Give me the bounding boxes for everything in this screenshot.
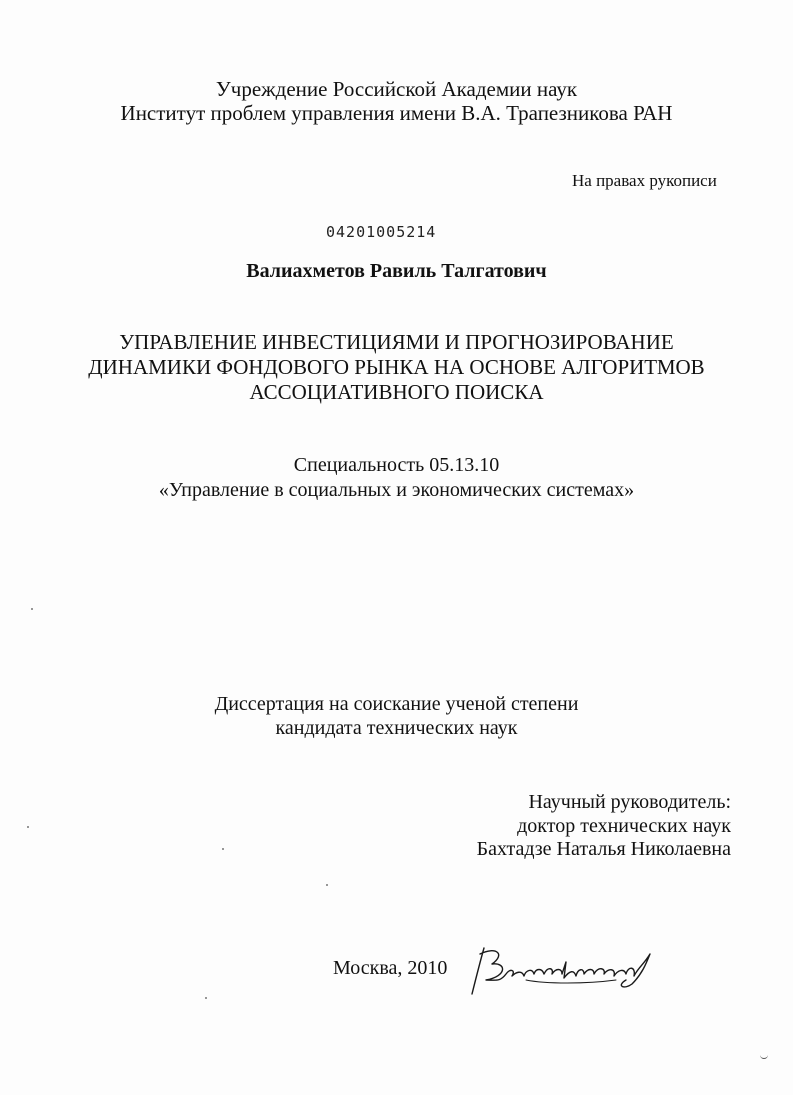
author-name: Валиахметов Равиль Талгатович [246,260,547,282]
specialty-name: «Управление в социальных и экономических системах» [158,479,635,501]
scan-speck [222,848,224,850]
title-line-1: УПРАВЛЕНИЕ ИНВЕСТИЦИЯМИ И ПРОГНОЗИРОВАНИЕ [119,330,674,354]
dissertation-degree-line-1: Диссертация на соискание ученой степени [214,693,579,715]
scan-speck [205,997,207,999]
manuscript-note: На правах рукописи [572,171,717,190]
supervisor-name: Бахтадзе Наталья Николаевна [476,838,731,860]
supervisor-label: Научный руководитель: [528,791,731,813]
title-line-2: ДИНАМИКИ ФОНДОВОГО РЫНКА НА ОСНОВЕ АЛГОРИТМОВ [88,355,705,379]
title-line-3: АССОЦИАТИВНОГО ПОИСКА [249,380,544,404]
handwritten-signature-icon [466,940,666,1000]
scan-mark [760,1055,768,1059]
scan-speck [27,826,29,828]
scan-speck [326,884,328,886]
catalog-code: 04201005214 [326,223,437,241]
institution-line-2: Институт проблем управления имени В.А. Трапезникова РАН [120,101,673,125]
dissertation-degree-line-2: кандидата технических наук [275,717,518,739]
city-year: Москва, 2010 [333,957,448,979]
institution-line-1: Учреждение Российской Академии наук [215,77,578,101]
scan-speck [31,608,33,610]
specialty-code: Специальность 05.13.10 [293,454,500,476]
supervisor-degree: доктор технических наук [517,815,731,837]
